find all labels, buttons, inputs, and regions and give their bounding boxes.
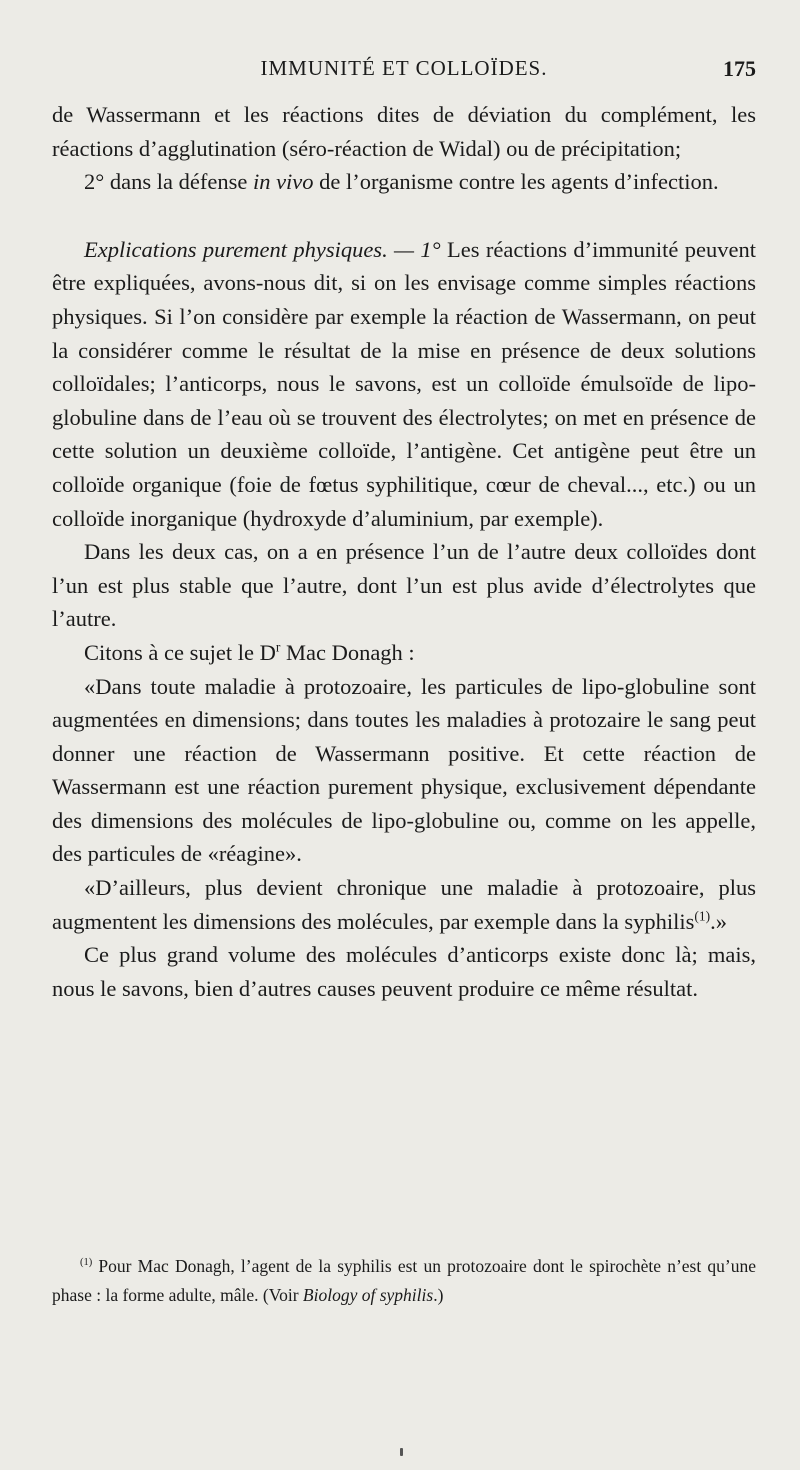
citation-intro-text: Citons à ce sujet le D [84,639,276,665]
paragraph-two-colloids: Dans les deux cas, on a en présence l’un de l’autre deux colloïdes dont l’un est plus stable que l’autre, dont l’un est plus avide d’électrolytes que l’autre. [52,539,756,632]
footnote-text-before: Pour Mac Donagh, l’agent de la syphilis est un protozoaire dont le spirochète n’est qu’une phase : la forme adulte, mâle. (Voir [52,1256,756,1305]
footnote-title: Biology of syphilis [302,1285,434,1305]
paragraph-physical-explanations-text: Les réactions d’immunité peuvent être expliquées, avons-nous dit, si on les envisage comme simples réactions physiques. Si l’on considère par exemple la réaction de Wassermann, on peut la considérer comme le résultat de la mise en présence de deux solutions colloïdales; l’anticorps, nous le savons, est un colloïde émulsoïde de lipo-globuline dans de l’eau où se trouvent des électrolytes; on met en présence de cette solution un deuxième colloïde, l’antigène. Cet antigène peut être un colloïde organique (foie de fœtus syphilitique, cœur de cheval..., etc.) ou un colloïde inorganique (hydroxyde d’aluminium, par exemple). [52,236,756,531]
paragraph-continuation: de Wassermann et les réactions dites de déviation du complément, les réactions d’agglutination (séro-réaction de Widal) ou de précipitation; [52,102,756,161]
footnote-text-after: .) [433,1285,444,1305]
paragraph-in-vivo-before: 2° dans la défense [84,169,253,195]
page-number: 175 [723,56,756,81]
citation-sup: r [275,639,281,655]
ink-mark [400,1448,403,1456]
citation-name: Mac Donagh : [280,639,415,665]
running-head [52,56,756,92]
in-vivo-term: in vivo [252,169,314,195]
footnote-1 [52,1252,756,1310]
paragraph-in-vivo [52,165,756,199]
quote-close: .» [710,908,727,934]
section-gap [52,199,756,233]
footnote-ref[interactable]: (1) [694,908,711,924]
paragraph-citation-intro [52,636,756,670]
body-text [52,98,756,1005]
footnotes [52,1252,756,1310]
footnote-marker: (1) [80,1257,93,1269]
paragraph-physical-explanations [52,233,756,535]
paragraph-in-vivo-after: de l’organisme contre les agents d’infection. [313,169,719,195]
quote-paragraph-2 [52,871,756,938]
paragraph-conclusion: Ce plus grand volume des molécules d’anticorps existe donc là; mais, nous le savons, bien d’autres causes peuvent produire ce même résultat. [52,942,756,1001]
quote-paragraph-2-text: «D’ailleurs, plus devient chronique une maladie à protozoaire, plus augmentent les dimensions des molécules, par exemple dans la syphilis [52,875,756,934]
running-title: IMMUNITÉ ET COLLOÏDES. [260,56,548,80]
section-lead: Explications purement physiques. — 1° [84,236,441,262]
quote-paragraph-1: «Dans toute maladie à protozoaire, les particules de lipo-globuline sont augmentées en dimensions; dans toutes les maladies à protozaire le sang peut donner une réaction de Wassermann positive. Et cette réaction de Wassermann est une réaction purement physique, exclusivement dépendante des dimensions des molécules de lipo-globuline ou, comme on les appelle, des particules de «réagine». [52,673,756,867]
